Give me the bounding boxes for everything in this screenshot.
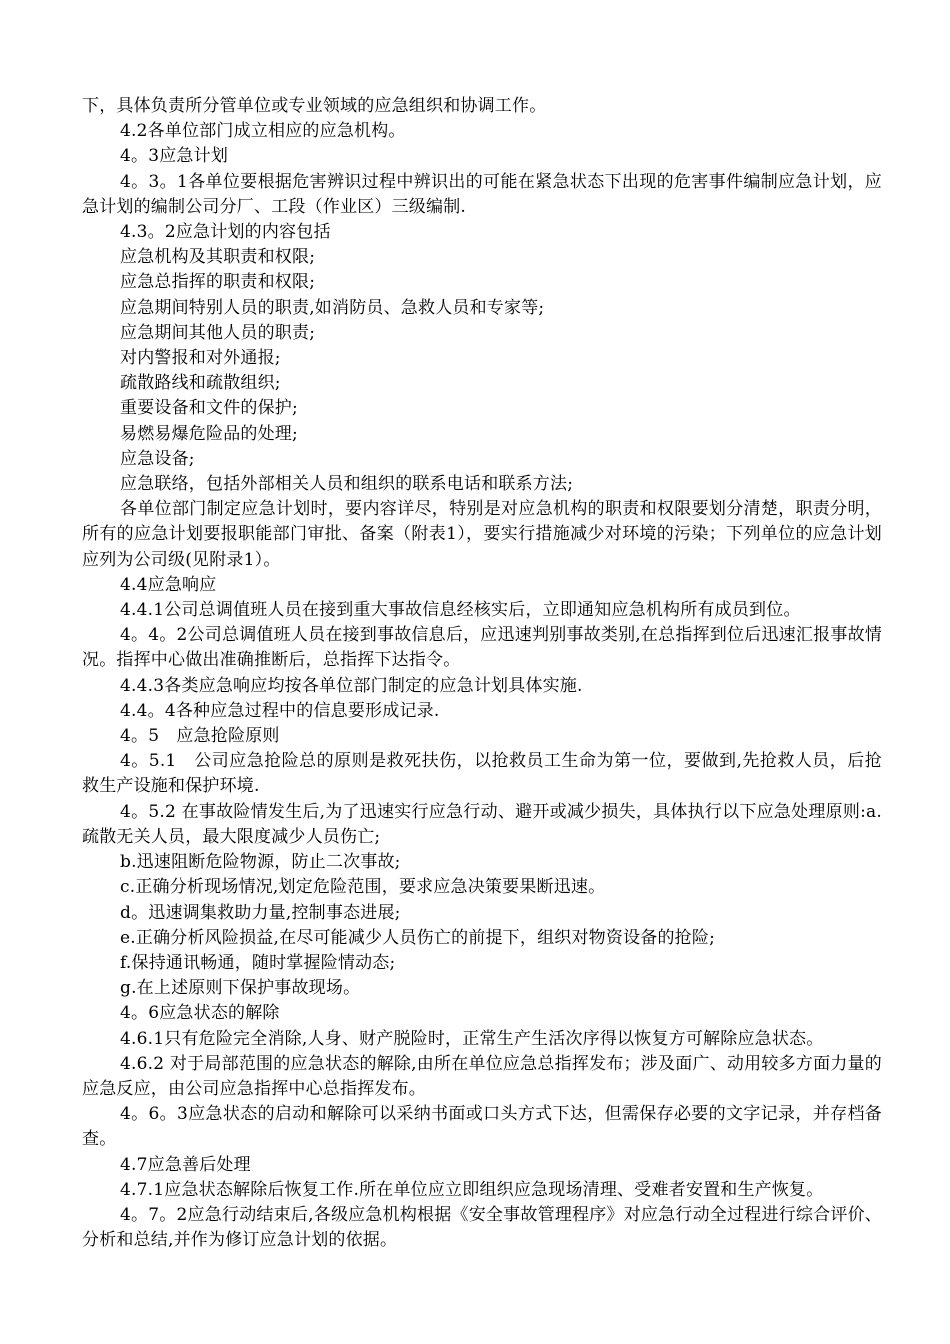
paragraph: 4.3。2应急计划的内容包括 xyxy=(120,222,331,243)
paragraph: 4.4。4各种应急过程中的信息要形成记录. xyxy=(120,700,440,721)
document-body xyxy=(82,94,882,1253)
paragraph: 4。6。3应急状态的启动和解除可以采纳书面或口头方式下达，但需保存必要的文字记录，并存档备查。 xyxy=(82,1104,882,1150)
paragraph: c.正确分析现场情况,划定危险范围，要求应急决策要果断迅速。 xyxy=(120,877,606,898)
paragraph: 应急设备; xyxy=(120,448,195,469)
paragraph: 易燃易爆危险品的处理; xyxy=(120,423,298,444)
paragraph: 4.6.1只有危险完全消除,人身、财产脱险时，正常生产生活次序得以恢复方可解除应急状态。 xyxy=(120,1028,824,1049)
paragraph: 4。3应急计划 xyxy=(120,146,229,167)
paragraph: 应急总指挥的职责和权限; xyxy=(120,272,316,293)
paragraph: 疏散路线和疏散组织; xyxy=(120,373,281,394)
paragraph: 4.2各单位部门成立相应的应急机构。 xyxy=(120,121,406,142)
paragraph: 4。6应急状态的解除 xyxy=(120,1003,280,1024)
paragraph: 4.6.2 对于局部范围的应急状态的解除,由所在单位应急总指挥发布；涉及面广、动用较多方面力量的应急反应，由公司应急指挥中心总指挥发布。 xyxy=(82,1053,882,1099)
paragraph: 4。5 应急抢险原则 xyxy=(120,726,280,747)
paragraph: 重要设备和文件的保护; xyxy=(120,398,298,419)
paragraph: d。迅速调集救助力量,控制事态进展; xyxy=(120,902,401,923)
paragraph: 4。4。2公司总调值班人员在接到事故信息后，应迅速判别事故类别,在总指挥到位后迅速汇报事故情况。指挥中心做出准确推断后，总指挥下达指令。 xyxy=(82,625,882,671)
paragraph: 4.7.1应急状态解除后恢复工作.所在单位应立即组织应急现场清理、受难者安置和生产恢复。 xyxy=(120,1179,824,1200)
paragraph: 对内警报和对外通报; xyxy=(120,348,281,369)
paragraph: 4。3。1各单位要根据危害辨识过程中辨识出的可能在紧急状态下出现的危害事件编制应急计划，应急计划的编制公司分厂、工段（作业区）三级编制. xyxy=(82,171,882,217)
paragraph: e.正确分析风险损益,在尽可能减少人员伤亡的前提下，组织对物资设备的抢险; xyxy=(120,927,715,948)
paragraph: 应急期间其他人员的职责; xyxy=(120,322,316,343)
paragraph: 4.7应急善后处理 xyxy=(120,1154,251,1175)
paragraph: 应急期间特别人员的职责,如消防员、急救人员和专家等; xyxy=(120,297,545,318)
paragraph: 各单位部门制定应急计划时，要内容详尽，特别是对应急机构的职责和权限要划分清楚，职责分明，所有的应急计划要报职能部门审批、备案（附表1），要实行措施减少对环境的污染；下列单位的应急计划应列为公司级(见附录1）。 xyxy=(82,499,882,570)
paragraph: g.在上述原则下保护事故现场。 xyxy=(120,978,361,999)
paragraph: 4。5.1 公司应急抢险总的原则是救死扶伤，以抢救员工生命为第一位，要做到,先抢救人员，后抢救生产设施和保护环境. xyxy=(82,751,882,797)
paragraph: f.保持通讯畅通，随时掌握险情动态; xyxy=(120,952,396,973)
paragraph: b.迅速阻断危险物源，防止二次事故; xyxy=(120,852,401,873)
paragraph: 4.4.3各类应急响应均按各单位部门制定的应急计划具体实施. xyxy=(120,675,583,696)
paragraph: 4。7。2应急行动结束后,各级应急机构根据《安全事故管理程序》对应急行动全过程进行综合评价、分析和总结,并作为修订应急计划的依据。 xyxy=(82,1204,882,1251)
paragraph: 4。5.2 在事故险情发生后,为了迅速实行应急行动、避开或减少损失，具体执行以下应急处理原则:a.疏散无关人员，最大限度减少人员伤亡; xyxy=(82,801,882,847)
paragraph: 应急机构及其职责和权限; xyxy=(120,247,316,268)
paragraph: 4.4应急响应 xyxy=(120,574,217,595)
paragraph: 应急联络，包括外部相关人员和组织的联系电话和联系方法; xyxy=(120,474,574,495)
paragraph: 下，具体负责所分管单位或专业领域的应急组织和协调工作。 xyxy=(82,96,547,116)
paragraph: 4.4.1公司总调值班人员在接到重大事故信息经核实后，立即通知应急机构所有成员到位。 xyxy=(120,600,801,621)
